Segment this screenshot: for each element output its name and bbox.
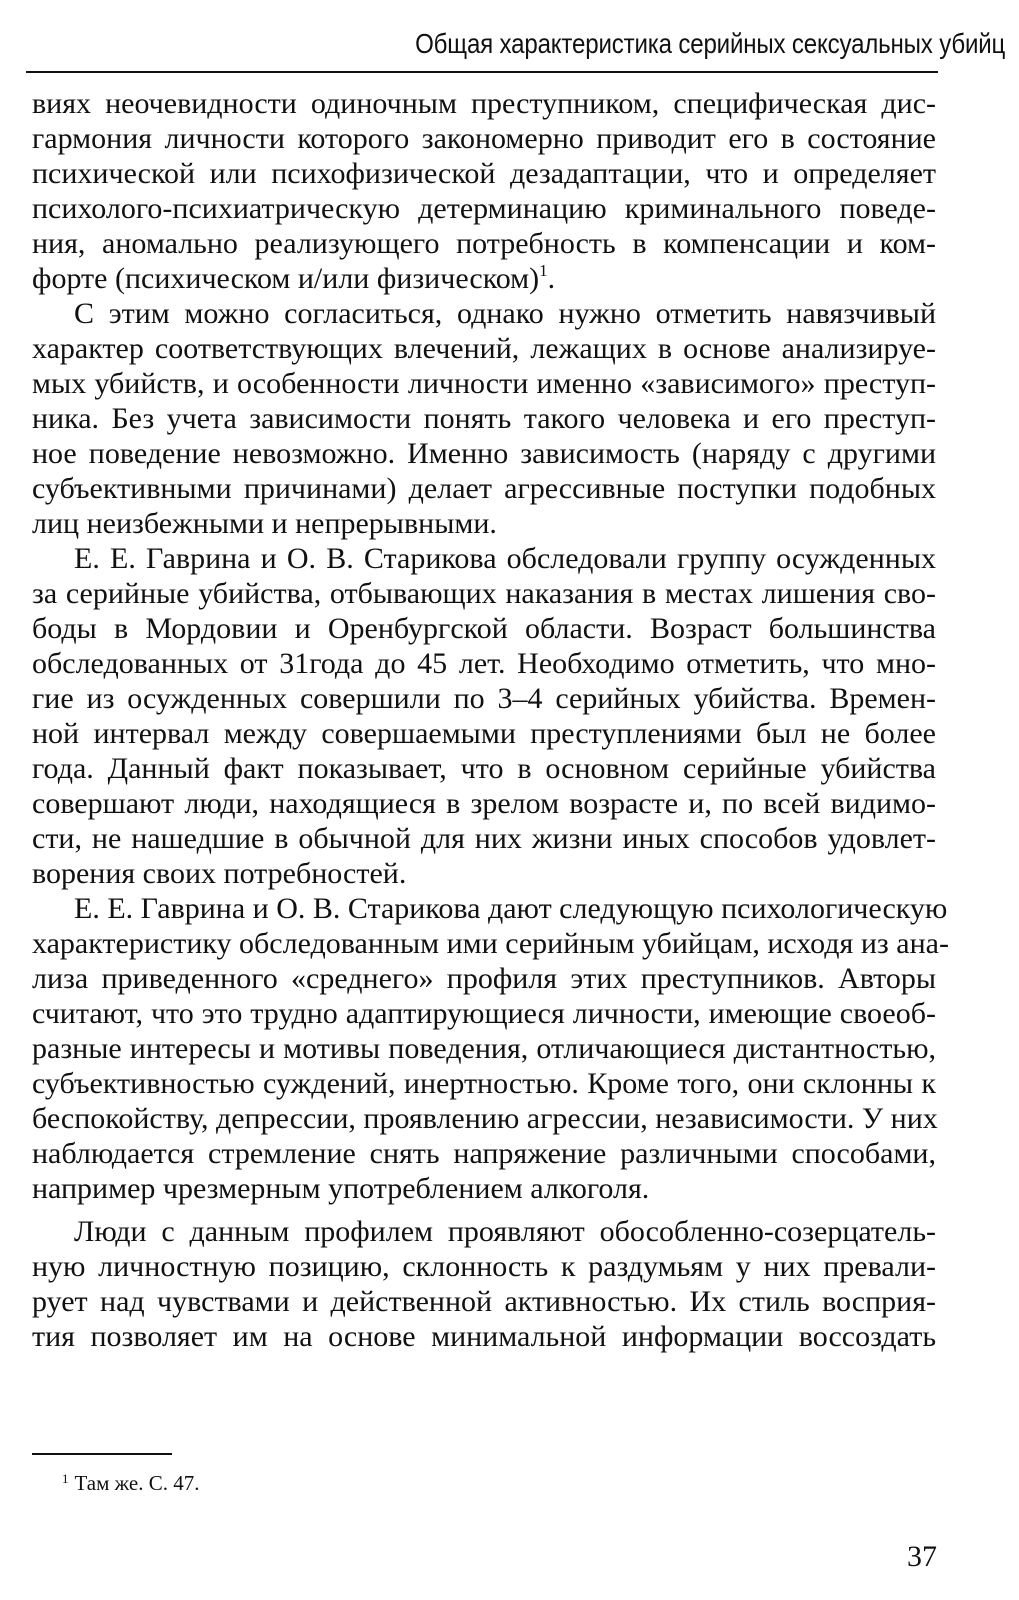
line-text: наблюдается стремление снять напряжение различными способами, xyxy=(32,1137,936,1170)
line-text: ной интервал между совершаемыми преступлениями был не более xyxy=(32,717,936,750)
text-line xyxy=(32,1101,936,1136)
text-line xyxy=(32,541,936,576)
text-line xyxy=(32,506,936,541)
line-text: форте (психическом и/или физическом) xyxy=(32,262,540,295)
line-text: психолого-психиатрическую детерминацию криминального поведе- xyxy=(32,192,936,225)
line-text: лиза приведенного «среднего» профиля этих преступников. Авторы xyxy=(32,962,936,995)
footnote-text: Там же. С. 47. xyxy=(74,1471,200,1495)
paragraph xyxy=(32,891,949,1206)
text-line xyxy=(32,156,936,191)
end-punctuation: . xyxy=(547,262,556,295)
line-text: Е. Е. Гаврина и О. В. Старикова обследовали группу осужденных xyxy=(74,542,936,575)
text-line xyxy=(32,261,936,296)
footnote-marker: 1 xyxy=(62,1471,69,1486)
text-line xyxy=(32,436,936,471)
line-text: боды в Мордовии и Оренбургской области. Возраст большинства xyxy=(32,612,936,645)
line-text: обследованных от 31года до 45 лет. Необходимо отметить, что мно- xyxy=(32,647,936,680)
line-text: года. Данный факт показывает, что в основном серийные убийства xyxy=(32,752,936,785)
line-text: ворения своих потребностей. xyxy=(32,857,407,890)
line-text: гармония личности которого закономерно приводит его в состояние xyxy=(32,122,936,155)
line-text: Люди с данным профилем проявляют обособленно-созерцатель- xyxy=(74,1215,936,1248)
line-text: Е. Е. Гаврина и О. В. Старикова дают следующую психологическую xyxy=(74,892,948,925)
footnote xyxy=(62,1466,199,1496)
text-line xyxy=(32,226,936,261)
text-line xyxy=(32,331,936,366)
text-line xyxy=(32,1136,936,1171)
text-line xyxy=(32,401,936,436)
text-line xyxy=(32,751,936,786)
line-text: считают, что это трудно адаптирующиеся личности, имеющие своеоб- xyxy=(32,997,936,1030)
text-line xyxy=(32,366,936,401)
paragraph xyxy=(32,541,936,891)
line-text: разные интересы и мотивы поведения, отличающиеся дистантностью, xyxy=(32,1032,936,1065)
line-text: мых убийств, и особенности личности именно «зависимого» преступ- xyxy=(32,367,936,400)
paragraph-gap xyxy=(32,1206,936,1214)
text-line xyxy=(32,681,936,716)
paragraph xyxy=(32,1214,936,1354)
line-text: ную личностную позицию, склонность к раздумьям у них превали- xyxy=(32,1250,936,1283)
line-text: сти, не нашедшие в обычной для них жизни иных способов удовлет- xyxy=(32,822,936,855)
line-text: ное поведение невозможно. Именно зависимость (наряду с другими xyxy=(32,437,936,470)
text-line xyxy=(32,1031,936,1066)
line-text: лиц неизбежными и непрерывными. xyxy=(32,507,497,540)
text-line xyxy=(32,716,936,751)
line-text: характер соответствующих влечений, лежащих в основе анализируе- xyxy=(32,332,936,365)
text-line xyxy=(32,576,936,611)
footnote-reference[interactable]: 1 xyxy=(539,261,548,280)
paragraph xyxy=(32,296,936,541)
line-text: ника. Без учета зависимости понять такого человека и его преступ- xyxy=(32,402,936,435)
page-number: 37 xyxy=(907,1540,937,1573)
text-line xyxy=(32,1066,936,1101)
text-line xyxy=(32,1249,936,1284)
text-line xyxy=(32,926,949,961)
text-line xyxy=(32,1319,936,1354)
text-line xyxy=(32,961,936,996)
line-text: тия позволяет им на основе минимальной информации воссоздать xyxy=(32,1320,936,1353)
paragraph xyxy=(32,86,936,296)
line-text: С этим можно согласиться, однако нужно отметить навязчивый xyxy=(74,297,936,330)
text-line xyxy=(32,1284,936,1319)
text-line xyxy=(32,996,936,1031)
running-head: Общая характеристика серийных сексуальных убийц xyxy=(415,28,1006,59)
text-line xyxy=(32,471,936,506)
footnote-rule xyxy=(32,1453,172,1455)
line-text: субъективностью суждений, инертностью. Кроме того, они склонны к xyxy=(32,1067,936,1100)
line-text: психической или психофизической дезадаптации, что и определяет xyxy=(32,157,936,190)
text-line xyxy=(32,611,936,646)
text-line xyxy=(32,891,948,926)
line-text: характеристику обследованным ими серийным убийцам, исходя из ана- xyxy=(32,927,949,960)
text-line xyxy=(32,296,936,331)
body-text xyxy=(32,86,949,1354)
text-line xyxy=(32,1214,936,1249)
text-line xyxy=(32,646,936,681)
line-text: субъективными причинами) делает агрессивные поступки подобных xyxy=(32,472,936,505)
line-text: беспокойству, депрессии, проявлению агрессии, независимости. У них xyxy=(32,1102,938,1135)
text-line xyxy=(32,121,936,156)
line-text: рует над чувствами и действенной активностью. Их стиль восприя- xyxy=(32,1285,936,1318)
line-text: совершают люди, находящиеся в зрелом возрасте и, по всей видимо- xyxy=(32,787,936,820)
line-text: ния, аномально реализующего потребность в компенсации и ком- xyxy=(32,227,936,260)
text-line xyxy=(32,1171,936,1206)
line-text: за серийные убийства, отбывающих наказания в местах лишения сво- xyxy=(32,577,936,610)
text-line xyxy=(32,86,936,121)
text-line xyxy=(32,856,936,891)
line-text: например чрезмерным употреблением алкоголя. xyxy=(32,1172,650,1205)
header-rule xyxy=(26,71,938,73)
line-text: гие из осужденных совершили по 3–4 серийных убийства. Времен- xyxy=(32,682,936,715)
text-line xyxy=(32,821,936,856)
text-line xyxy=(32,786,936,821)
line-text: виях неочевидности одиночным преступником, специфическая дис- xyxy=(32,87,936,120)
text-line xyxy=(32,191,936,226)
